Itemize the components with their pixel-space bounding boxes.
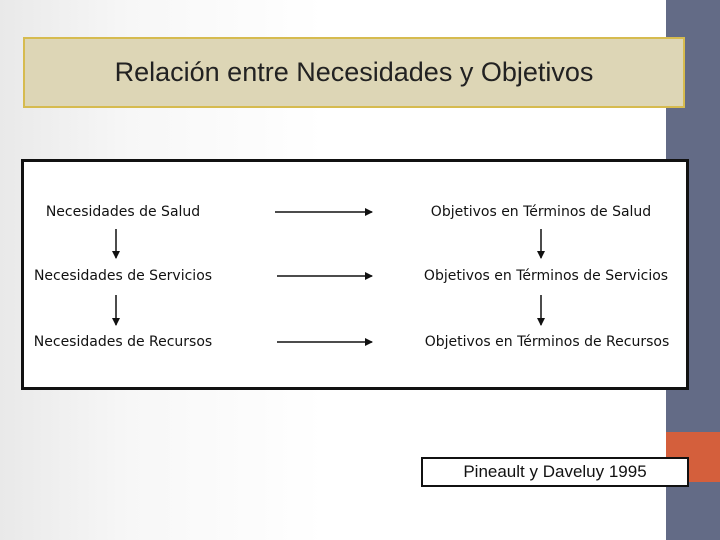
citation-text: Pineault y Daveluy 1995 <box>463 462 647 481</box>
node-objectives-salud: Objetivos en Términos de Salud <box>430 204 652 220</box>
page-title: Relación entre Necesidades y Objetivos <box>114 57 594 87</box>
citation-box <box>421 457 689 487</box>
node-needs-recursos: Necesidades de Recursos <box>33 334 213 350</box>
node-objectives-recursos: Objetivos en Términos de Recursos <box>424 334 670 350</box>
node-objectives-servicios: Objetivos en Términos de Servicios <box>423 268 669 284</box>
node-needs-salud: Necesidades de Salud <box>45 204 201 220</box>
node-needs-servicios: Necesidades de Servicios <box>33 268 213 284</box>
